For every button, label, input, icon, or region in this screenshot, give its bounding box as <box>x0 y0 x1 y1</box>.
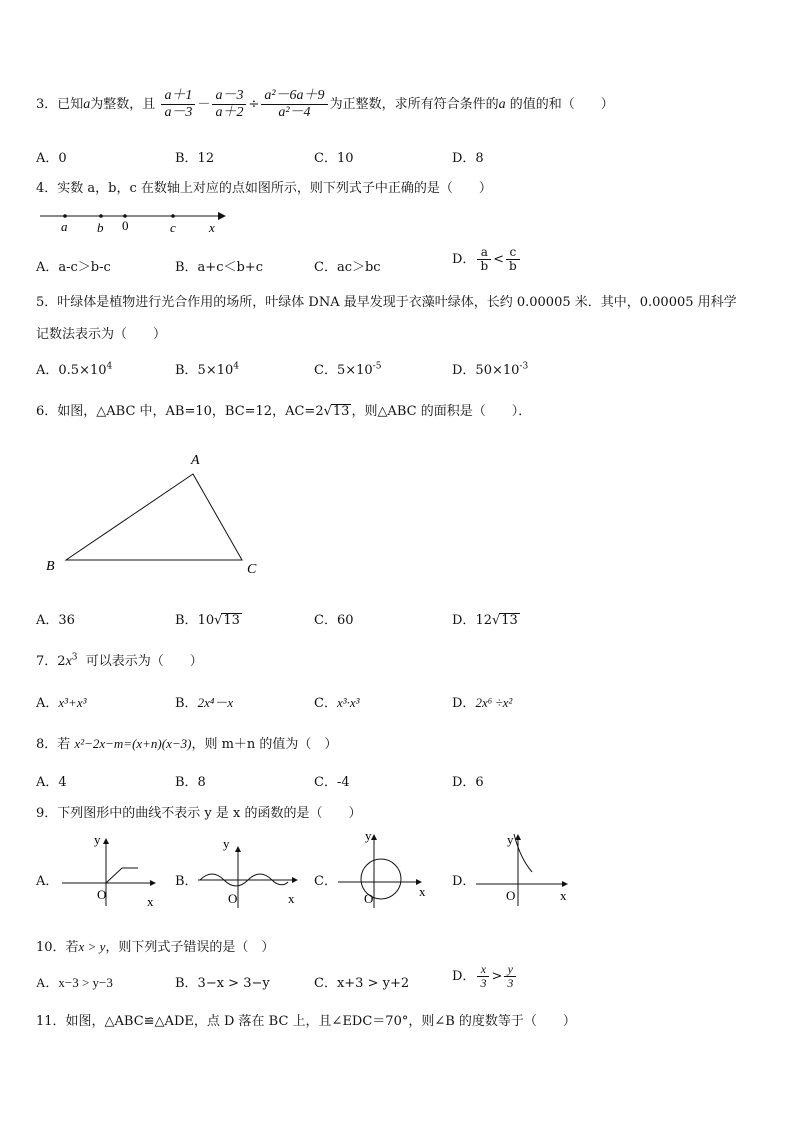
q10-option-a[interactable]: A．x−3 > y−3 <box>36 975 113 990</box>
q4-d-op: < <box>493 252 505 267</box>
question-5-stem-line1: 5．叶绿体是植物进行光合作用的场所，叶绿体 DNA 最早发现于衣藻叶绿体，长约 0.00005 米．其中，0.00005 用科学 <box>36 295 737 310</box>
q9-graph-b <box>196 834 306 910</box>
q4-point-b <box>99 214 103 218</box>
q5-c-text: C．5×10 <box>314 363 373 378</box>
q3-minus: － <box>197 97 211 112</box>
q6-option-a[interactable]: A．36 <box>36 613 75 628</box>
q6-b-prefix: B． <box>175 613 198 628</box>
q5-a-exp: 4 <box>106 361 113 372</box>
q3-fraction-3 <box>261 88 327 121</box>
q8-post: ，则 m＋n 的值为（ ） <box>191 737 338 752</box>
q5-b-exp: 4 <box>233 361 239 372</box>
q9d-x-label: x <box>560 888 567 903</box>
q10-d-f1-den: 3 <box>480 976 487 990</box>
q10-post: ，则下列式子错误的是（ ） <box>105 940 275 955</box>
question-10-stem <box>36 936 274 955</box>
q9-option-c[interactable]: C． <box>314 874 337 889</box>
q9c-y-label: y <box>365 828 372 843</box>
q9d-y-arrow <box>515 834 521 840</box>
q3-var-a: a <box>83 97 91 112</box>
q4-label-x: x <box>209 220 215 235</box>
q4-d-f2-num: c <box>506 246 520 260</box>
q4-d-f2-den: b <box>509 259 517 273</box>
question-3-stem <box>36 88 614 121</box>
q3-option-b[interactable]: B．12 <box>175 151 215 166</box>
q5-b-text: B．5×10 <box>175 363 234 378</box>
q4-label-a: a <box>61 219 68 234</box>
q9a-x-arrow <box>150 880 156 886</box>
q4-axis-arrow <box>218 212 226 220</box>
q5-c-exp: -5 <box>372 361 382 372</box>
q9a-curve <box>106 868 138 883</box>
q3-option-d[interactable]: D．8 <box>452 151 484 166</box>
q4-point-a <box>63 214 67 218</box>
q6-label-c: C <box>247 562 257 577</box>
q10-d-f1-num: x <box>477 963 489 977</box>
question-4-stem: 4．实数 a，b，c 在数轴上对应的点如图所示，则下列式子中正确的是（ ） <box>36 181 492 196</box>
q10-pre: 10．若 <box>36 940 79 955</box>
q9a-x-label: x <box>147 894 154 909</box>
question-9-stem: 9．下列图形中的曲线不表示 y 是 x 的函数的是（ ） <box>36 806 362 821</box>
q5-option-c[interactable] <box>314 359 381 378</box>
q6-option-b[interactable]: B．10√13 <box>175 613 240 628</box>
q9b-y-arrow <box>235 846 241 852</box>
q3-div: ÷ <box>248 97 260 112</box>
q10-condition: x > y <box>78 939 106 954</box>
q4-label-c: c <box>170 220 176 235</box>
q10-d-fraction-2 <box>504 963 516 990</box>
q5-a-text: A．0.5×10 <box>36 363 107 378</box>
q10-option-b[interactable]: B．3−x > 3−y <box>175 976 270 991</box>
q3-option-a[interactable]: A．0 <box>36 151 67 166</box>
q7-var: x <box>65 654 72 669</box>
q6-ac-rad: 13 <box>332 404 350 419</box>
q4-label-0: 0 <box>122 218 129 233</box>
q3-f2-den: a＋2 <box>215 105 244 120</box>
q9b-y-label: y <box>223 836 230 851</box>
q6-d-rad: 13 <box>501 613 518 628</box>
question-7-stem <box>36 650 203 670</box>
q7-a-text: x³+x³ <box>58 695 87 710</box>
q9d-y-label: y <box>507 832 514 847</box>
q3-f3-num: a²－6a＋9 <box>261 88 327 105</box>
question-11-stem: 11．如图，△ABC≌△ADE，点 D 落在 BC 上，且∠EDC＝70°，则∠B 的度数等于（ ） <box>36 1014 576 1029</box>
q3-var-a2: a <box>498 97 506 112</box>
q3-f1-den: a－3 <box>164 105 193 120</box>
q6-d-prefix: D． <box>452 613 476 628</box>
q3-fraction-2 <box>212 88 246 121</box>
q4-option-a[interactable]: A．a-c＞b-c <box>36 260 111 275</box>
q6-stem-pre: 6．如图，△ABC 中，AB=10，BC=12，AC= <box>36 404 316 419</box>
q7-coef: 2 <box>57 654 66 669</box>
q9-graph-a <box>58 830 168 910</box>
q3-option-c[interactable]: C．10 <box>314 151 354 166</box>
q9a-y-label: y <box>94 832 101 847</box>
q10-d-prefix: D． <box>452 969 476 984</box>
q9a-y-arrow <box>103 838 109 844</box>
q3-f2-num: a－3 <box>212 88 246 105</box>
q9c-y-arrow <box>371 834 377 840</box>
q6-label-b: B <box>46 559 55 574</box>
q4-d-f1-den: b <box>480 259 489 273</box>
q7-option-b[interactable] <box>175 692 233 711</box>
q6-b-coef: 10 <box>197 613 215 628</box>
q9-option-a[interactable]: A． <box>36 874 59 889</box>
question-5-stem-line2: 记数法表示为（ ） <box>36 327 167 342</box>
q9b-x-arrow <box>292 877 298 883</box>
q6-option-c[interactable]: C．60 <box>314 613 354 628</box>
q4-d-fraction-2 <box>506 246 520 273</box>
q6-label-a: A <box>191 453 200 468</box>
q4-option-b[interactable]: B．a+c＜b+c <box>175 260 263 275</box>
q7-d-prefix: D． <box>452 696 476 711</box>
q10-option-c[interactable]: C．x+3 > y+2 <box>314 976 410 991</box>
q7-num: 7． <box>36 654 58 669</box>
q5-option-b[interactable] <box>175 359 239 378</box>
q6-triangle-figure <box>40 446 280 581</box>
q9b-x-label: x <box>288 891 295 906</box>
q6-stem-post: ，则△ABC 的面积是（ ）． <box>351 404 532 419</box>
q4-option-c[interactable]: C．ac＞bc <box>314 260 381 275</box>
q8-option-a[interactable]: A．4 <box>36 775 67 790</box>
q4-number-line <box>36 204 236 238</box>
q7-option-c[interactable] <box>314 692 360 711</box>
q10-d-op: > <box>491 969 503 984</box>
q9a-origin: O <box>97 887 107 902</box>
q7-c-prefix: C． <box>314 696 337 711</box>
q9b-origin: O <box>228 891 238 906</box>
q4-d-prefix: D． <box>452 252 476 267</box>
q3-f1-num: a＋1 <box>161 88 195 105</box>
q7-option-d[interactable] <box>452 692 512 711</box>
q4-point-c <box>171 214 175 218</box>
q10-d-f2-num: y <box>504 963 516 977</box>
q3-f3-den: a²－4 <box>278 105 311 120</box>
q9d-x-arrow <box>562 881 568 887</box>
question-8-stem <box>36 733 337 752</box>
q9-graph-d <box>474 828 584 910</box>
q6-d-coef: 12 <box>475 613 492 628</box>
q7-c-text: x³·x³ <box>336 695 360 710</box>
q5-option-a[interactable] <box>36 359 112 378</box>
q5-d-exp: -3 <box>519 361 529 372</box>
q8-option-d[interactable]: D．6 <box>452 775 484 790</box>
q10-d-fraction-1 <box>477 963 489 990</box>
q3-suffix: 为正整数，求所有符合条件的 <box>329 97 499 112</box>
q9d-origin: O <box>506 888 516 903</box>
q6-b-rad: 13 <box>223 613 240 628</box>
q8-option-b[interactable]: B．8 <box>175 775 206 790</box>
q8-pre: 8．若 <box>36 737 71 752</box>
q7-d-text: 2x⁶ ÷x² <box>475 695 513 710</box>
q8-expression: x²−2x−m=(x+n)(x−3) <box>74 736 192 751</box>
question-6-stem: 6．如图，△ABC 中，AB=10，BC=12，AC=2√13 ，则△ABC 的面积是（ ）． <box>36 404 532 419</box>
q3-mid: 为整数，且 <box>90 97 156 112</box>
q9c-x-label: x <box>419 884 426 899</box>
q9-option-b[interactable]: B． <box>175 874 198 889</box>
q6-option-d[interactable]: D．12√13 <box>452 613 518 628</box>
q6-triangle <box>66 474 242 560</box>
q7-exp: 3 <box>71 652 78 663</box>
q7-b-text: 2x⁴－x <box>197 695 234 710</box>
q4-d-f1-num: a <box>477 246 491 260</box>
q5-d-text: D．50×10 <box>452 363 520 378</box>
q9-graph-c <box>336 826 446 912</box>
q7-a-prefix: A． <box>36 696 59 711</box>
q4-option-d[interactable] <box>452 246 522 273</box>
q9c-origin: O <box>364 891 374 906</box>
q10-d-f2-den: 3 <box>507 976 514 990</box>
q7-stem-text: 可以表示为（ ） <box>85 654 203 669</box>
q6-ac-coef: 2 <box>315 404 324 419</box>
q4-label-b: b <box>97 220 104 235</box>
q7-option-a[interactable] <box>36 692 87 711</box>
q9-option-d[interactable]: D． <box>452 874 476 889</box>
q7-b-prefix: B． <box>175 696 198 711</box>
q3-fraction-1 <box>161 88 195 121</box>
q3-prefix: 3．已知 <box>36 97 84 112</box>
q8-option-c[interactable]: C．-4 <box>314 775 350 790</box>
q5-option-d[interactable] <box>452 359 528 378</box>
q4-d-fraction-1 <box>477 246 491 273</box>
q3-suffix2: 的值的和（ ） <box>509 97 614 112</box>
q10-option-d[interactable] <box>452 963 518 990</box>
